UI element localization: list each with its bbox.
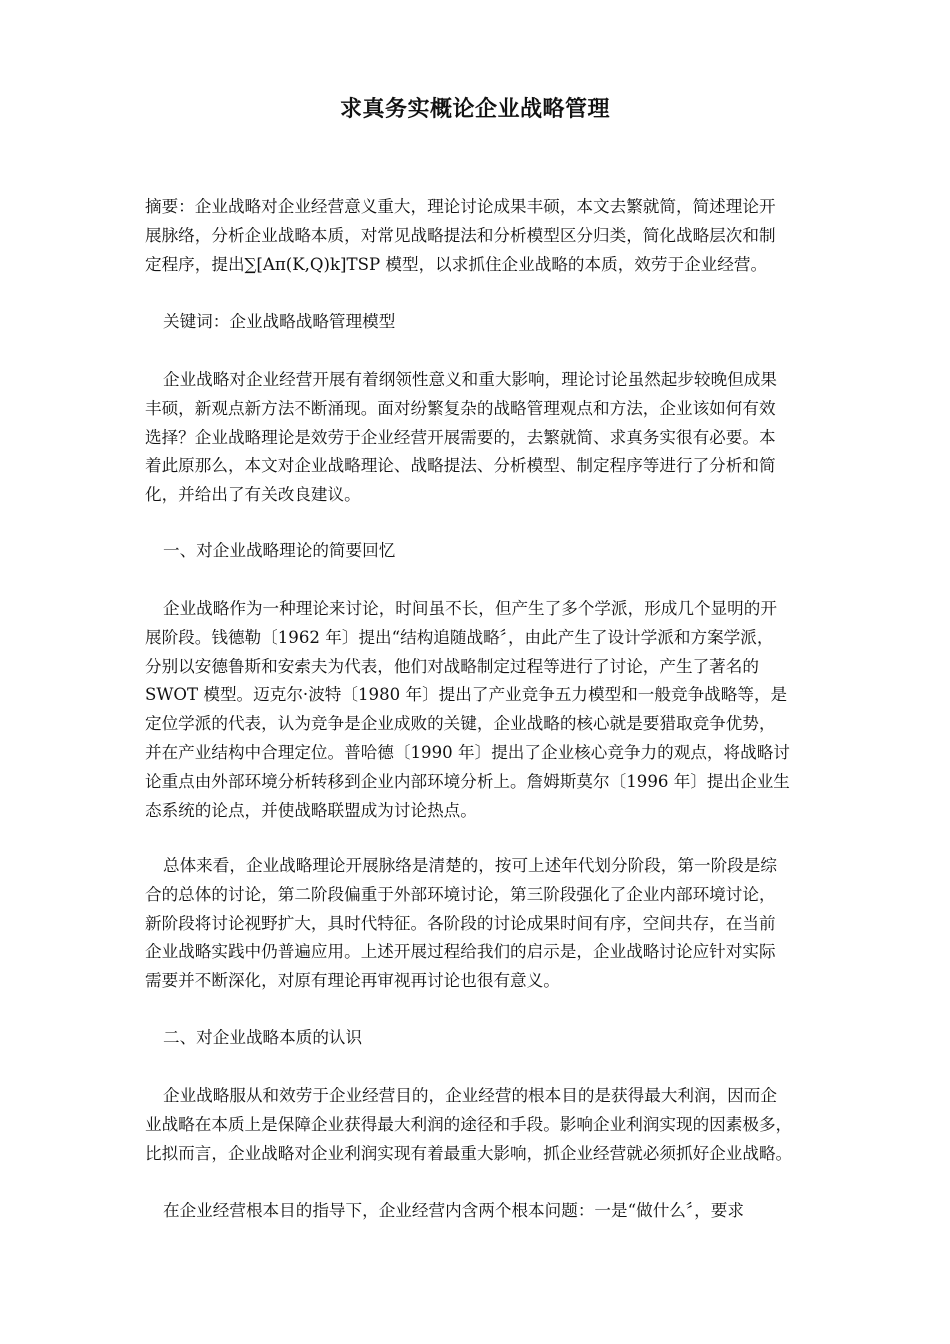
section-heading: 一、对企业战略理论的简要回忆 bbox=[163, 541, 396, 560]
paragraph-line: 总体来看，企业战略理论开展脉络是清楚的，按可上述年代划分阶段，第一阶段是综 bbox=[163, 856, 777, 875]
abstract-line: 展脉络，分析企业战略本质，对常见战略提法和分析模型区分归类，简化战略层次和制 bbox=[145, 225, 776, 245]
section-heading: 二、对企业战略本质的认识 bbox=[163, 1028, 363, 1047]
intro-paragraph bbox=[145, 366, 878, 510]
intro-line: 企业战略对企业经营开展有着纲领性意义和重大影响，理论讨论虽然起步较晚但成果 bbox=[163, 370, 777, 389]
keywords-line: 关键词：企业战略战略管理模型 bbox=[163, 312, 396, 331]
paragraph-line: 比拟而言，企业战略对企业利润实现有着最重大影响，抓企业经营就必须抓好企业战略。 bbox=[145, 1143, 793, 1163]
section2-paragraph-1 bbox=[145, 1082, 878, 1168]
intro-line: 着此原那么，本文对企业战略理论、战略提法、分析模型、制定程序等进行了分析和简 bbox=[145, 456, 776, 476]
paragraph-line: 论重点由外部环境分析转移到企业内部环境分析上。詹姆斯莫尔〔1996 年〕提出企业生 bbox=[145, 771, 790, 791]
section1-paragraph-1 bbox=[145, 595, 878, 825]
paragraph-line: 新阶段将讨论视野扩大，具时代特征。各阶段的讨论成果时间有序，空间共存，在当前 bbox=[145, 913, 776, 933]
intro-line: 化，并给出了有关改良建议。 bbox=[145, 485, 361, 505]
section2-heading-block bbox=[145, 1024, 878, 1053]
keywords-paragraph bbox=[145, 308, 878, 337]
document-title: 求真务实概论企业战略管理 bbox=[339, 96, 610, 122]
paragraph-line: 态系统的论点，并使战略联盟成为讨论热点。 bbox=[145, 800, 477, 820]
paragraph-line: 分别以安德鲁斯和安索夫为代表，他们对战略制定过程等进行了讨论，产生了著名的 bbox=[145, 656, 759, 676]
section2-paragraph-2 bbox=[145, 1197, 878, 1226]
intro-line: 选择？企业战略理论是效劳于企业经营开展需要的，去繁就简、求真务实很有必要。本 bbox=[145, 427, 776, 447]
intro-line: 丰硕，新观点新方法不断涌现。面对纷繁复杂的战略管理观点和方法，企业该如何有效 bbox=[145, 398, 776, 418]
paragraph-line: 展阶段。钱德勒〔1962 年〕提出“结构追随战略〞，由此产生了设计学派和方案学派， bbox=[145, 627, 774, 647]
paragraph-line: 合的总体的讨论，第二阶段偏重于外部环境讨论，第三阶段强化了企业内部环境讨论， bbox=[145, 884, 776, 904]
paragraph-line: 需要并不断深化，对原有理论再审视再讨论也很有意义。 bbox=[145, 971, 560, 991]
abstract-paragraph bbox=[145, 193, 878, 279]
paragraph-line: SWOT 模型。迈克尔·波特〔1980 年〕提出了产业竞争五力模型和一般竞争战略等，是 bbox=[145, 685, 788, 705]
paragraph-line: 企业战略服从和效劳于企业经营目的，企业经营的根本目的是获得最大利润，因而企 bbox=[163, 1086, 777, 1105]
abstract-line: 定程序，提出∑[Aπ(K,Q)k]TSP 模型，以求抓住企业战略的本质，效劳于企业经营。 bbox=[145, 254, 768, 274]
paragraph-line: 企业战略实践中仍普遍应用。上述开展过程给我们的启示是，企业战略讨论应针对实际 bbox=[145, 942, 776, 962]
paragraph-line: 企业战略作为一种理论来讨论，时间虽不长，但产生了多个学派，形成几个显明的开 bbox=[163, 599, 777, 618]
abstract-line: 摘要：企业战略对企业经营意义重大，理论讨论成果丰硕，本文去繁就简，简述理论开 bbox=[145, 197, 776, 216]
section1-paragraph-2 bbox=[145, 852, 878, 996]
paragraph-line: 定位学派的代表，认为竞争是企业成败的关键，企业战略的核心就是要猎取竞争优势， bbox=[145, 714, 776, 734]
section1-heading-block bbox=[145, 537, 878, 566]
paragraph-line: 在企业经营根本目的指导下，企业经营内含两个根本问题：一是“做什么〞，要求 bbox=[163, 1201, 744, 1220]
paragraph-line: 并在产业结构中合理定位。普哈德〔1990 年〕提出了企业核心竞争力的观点，将战略讨 bbox=[145, 742, 790, 762]
paragraph-line: 业战略在本质上是保障企业获得最大利润的途径和手段。影响企业利润实现的因素极多， bbox=[145, 1114, 793, 1134]
